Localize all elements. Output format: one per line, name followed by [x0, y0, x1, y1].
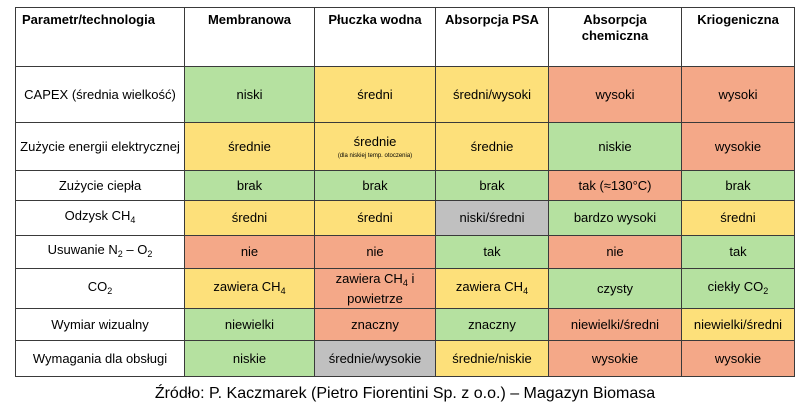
- cell-text: nie: [606, 244, 624, 259]
- cell-value: [685, 351, 791, 367]
- row-label-cell: [16, 171, 185, 201]
- cell-value: [552, 139, 678, 155]
- table-cell: [682, 201, 795, 236]
- table-cell: [549, 67, 682, 123]
- table-cell: [315, 309, 436, 341]
- header-cell-pluczka-wodna: Płuczka wodna: [315, 8, 436, 67]
- table-cell: [315, 171, 436, 201]
- table-cell: [682, 269, 795, 309]
- row-label-cell: [16, 123, 185, 171]
- table-cell: [315, 201, 436, 236]
- table-cell: [436, 201, 549, 236]
- cell-value: [188, 210, 311, 226]
- cell-value: [685, 317, 791, 333]
- cell-value: [188, 139, 311, 155]
- table-cell: [682, 341, 795, 377]
- table-row: [16, 67, 795, 123]
- header-cell-absorpcja-chemiczna: Absorpcja chemiczna: [549, 8, 682, 67]
- cell-value: [318, 271, 432, 307]
- cell-text: brak: [362, 177, 388, 193]
- cell-subscript: 4: [402, 277, 408, 288]
- cell-text-continued: i powietrze: [347, 270, 415, 306]
- table-cell: [549, 201, 682, 236]
- header-cell-absorpcja-psa: Absorpcja PSA: [436, 8, 549, 67]
- cell-text: niski: [236, 86, 263, 102]
- cell-value: [188, 87, 311, 103]
- cell-value: [188, 351, 311, 367]
- table-row: [16, 201, 795, 236]
- cell-text: zawiera CH: [213, 278, 281, 294]
- cell-value: [439, 279, 545, 299]
- table-cell: [436, 123, 549, 171]
- table-cell: [436, 171, 549, 201]
- row-label: Wymagania dla obsługi: [32, 350, 168, 366]
- row-label-rest: – O: [122, 242, 148, 257]
- table-cell: [682, 171, 795, 201]
- cell-text: średni/wysoki: [452, 86, 532, 102]
- header-cell-kriogeniczna: Kriogeniczna: [682, 8, 795, 67]
- table-cell: [549, 341, 682, 377]
- cell-value: [552, 317, 678, 333]
- cell-subscript: 2: [763, 285, 769, 296]
- cell-value: [318, 134, 432, 150]
- row-label-cell: [16, 341, 185, 377]
- cell-value: [318, 87, 432, 103]
- table-cell: [436, 269, 549, 309]
- table-cell: [549, 123, 682, 171]
- table-cell: [185, 341, 315, 377]
- cell-value: [188, 317, 311, 333]
- cell-value: [318, 317, 432, 333]
- table-cell: [185, 309, 315, 341]
- table-cell: [185, 123, 315, 171]
- cell-text: znaczny: [351, 316, 399, 332]
- cell-subscript: 4: [280, 285, 286, 296]
- cell-value: [439, 210, 545, 226]
- cell-value: [439, 317, 545, 333]
- cell-value: [318, 178, 432, 194]
- cell-text: znaczny: [468, 316, 516, 332]
- table-row: [16, 171, 795, 201]
- table-cell: [436, 341, 549, 377]
- row-label-cell: [16, 67, 185, 123]
- table-cell: [549, 269, 682, 309]
- cell-text: nie: [240, 244, 259, 259]
- table-cell: [315, 123, 436, 171]
- row-label-subscript: 2: [107, 285, 113, 296]
- cell-text: średnie/niskie: [452, 350, 532, 366]
- cell-text: zawiera CH: [455, 278, 524, 294]
- row-label-cell: [16, 201, 185, 236]
- row-label-subscript: 2: [147, 249, 153, 259]
- table-cell: [682, 309, 795, 341]
- cell-text: tak: [483, 244, 501, 259]
- row-label-cell: [16, 269, 185, 309]
- cell-value: [439, 87, 545, 103]
- table-cell: [185, 171, 315, 201]
- cell-text: wysoki: [718, 86, 758, 102]
- row-label: Odzysk CH: [64, 208, 131, 223]
- table-cell: [436, 236, 549, 269]
- row-label: Zużycie ciepła: [58, 177, 142, 193]
- cell-value: [552, 178, 678, 194]
- cell-text: nie: [366, 244, 384, 259]
- cell-value: [552, 210, 678, 226]
- table-cell: [315, 269, 436, 309]
- row-label: Wymiar wizualny: [51, 316, 149, 332]
- cell-value: [439, 178, 545, 194]
- table-row: [16, 236, 795, 269]
- cell-value: [188, 244, 311, 260]
- table-cell: [185, 67, 315, 123]
- header-row: [16, 8, 795, 67]
- cell-value: [552, 244, 678, 260]
- cell-value: [188, 178, 311, 194]
- cell-value: [439, 139, 545, 155]
- cell-text: ciekły CO: [707, 278, 764, 294]
- row-label: Usuwanie N: [47, 242, 118, 257]
- table-cell: [185, 269, 315, 309]
- cell-text: brak: [725, 177, 751, 193]
- cell-text: średni: [357, 86, 393, 102]
- table-row: [16, 123, 795, 171]
- cell-value: [439, 244, 545, 260]
- cell-text: wysokie: [714, 138, 762, 154]
- table-cell: [682, 236, 795, 269]
- cell-text: niskie: [232, 350, 267, 366]
- cell-text: wysokie: [591, 350, 639, 366]
- header-cell-membranowa: Membranowa: [185, 8, 315, 67]
- cell-text: niewielki/średni: [693, 316, 783, 332]
- cell-value: [685, 178, 791, 194]
- cell-text: tak (≈130°C): [578, 177, 652, 193]
- cell-value: [685, 139, 791, 155]
- cell-value: [685, 87, 791, 103]
- cell-value: [188, 279, 311, 299]
- cell-text: zawiera CH: [335, 270, 403, 286]
- table-row: [16, 341, 795, 377]
- cell-text: czysty: [596, 280, 634, 296]
- comparison-table: [15, 7, 795, 377]
- table-cell: [549, 309, 682, 341]
- table-cell: [185, 201, 315, 236]
- cell-text: niewielki: [224, 316, 275, 332]
- cell-text: średnie: [353, 133, 397, 149]
- cell-text: średnie: [470, 138, 514, 154]
- table-cell: [682, 67, 795, 123]
- cell-text: średni: [720, 210, 756, 225]
- cell-text: brak: [479, 177, 505, 193]
- row-label: CAPEX (średnia wielkość): [24, 86, 176, 102]
- cell-value: [685, 210, 791, 226]
- cell-text: bardzo wysoki: [573, 210, 657, 225]
- cell-value: [685, 279, 791, 299]
- header-cell-parameter: Parametr/technologia: [16, 8, 185, 67]
- cell-value: [685, 244, 791, 260]
- table-cell: [436, 67, 549, 123]
- table-cell: [549, 171, 682, 201]
- cell-subscript: 4: [523, 285, 529, 296]
- row-label-cell: [16, 236, 185, 269]
- table-cell: [682, 123, 795, 171]
- table-row: [16, 269, 795, 309]
- cell-text: średnie: [228, 138, 271, 154]
- cell-value: [318, 351, 432, 367]
- row-label-subscript: 2: [117, 249, 123, 259]
- cell-value: [552, 351, 678, 367]
- cell-text: niski/średni: [459, 210, 525, 225]
- cell-value: [439, 351, 545, 367]
- cell-note: (dla niskiej temp. otoczenia): [337, 152, 413, 159]
- source-caption: Źródło: P. Kaczmarek (Pietro Fiorentini Sp. z o.o.) – Magazyn Biomasa: [154, 385, 656, 402]
- table-row: [16, 309, 795, 341]
- table-cell: [315, 67, 436, 123]
- cell-text: tak: [729, 244, 747, 259]
- row-label-cell: [16, 309, 185, 341]
- cell-value: [552, 87, 678, 103]
- table-cell: [315, 341, 436, 377]
- row-label: CO: [87, 278, 108, 294]
- table-cell: [315, 236, 436, 269]
- row-label-subscript: 4: [130, 215, 136, 225]
- cell-text: wysoki: [595, 86, 635, 102]
- cell-value: [552, 281, 678, 297]
- cell-text: niewielki/średni: [570, 316, 660, 332]
- cell-value: [318, 210, 432, 226]
- cell-text: średnie/wysokie: [328, 350, 422, 366]
- table-cell: [549, 236, 682, 269]
- cell-text: wysokie: [714, 350, 762, 366]
- cell-text: średni: [231, 210, 268, 225]
- table-cell: [436, 309, 549, 341]
- cell-text: brak: [236, 177, 263, 193]
- cell-value: [318, 244, 432, 260]
- cell-text: średni: [357, 210, 393, 225]
- cell-text: niskie: [598, 138, 632, 154]
- row-label: Zużycie energii elektrycznej: [20, 138, 180, 154]
- table-cell: [185, 236, 315, 269]
